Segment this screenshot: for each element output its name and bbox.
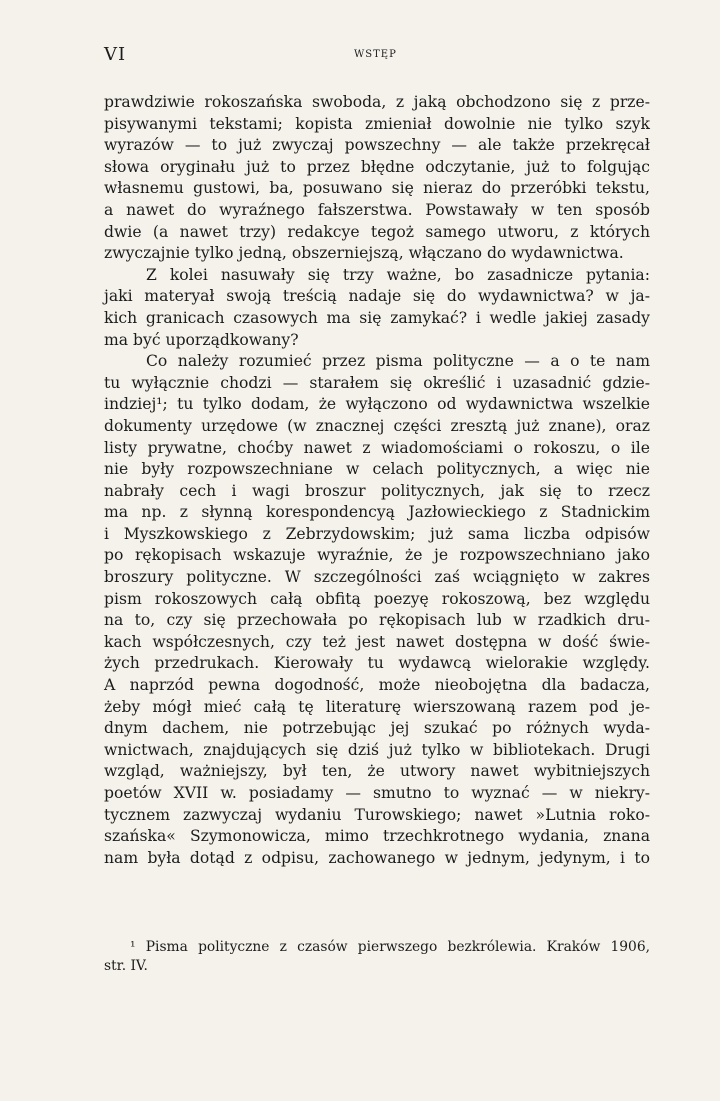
text-line: dokumenty urzędowe (w znacznej części zresztą już znane), oraz <box>104 416 650 435</box>
text-line: broszury polityczne. W szczególności zaś wciągnięto w zakres <box>104 568 650 587</box>
text-line: Z kolei nasuwały się trzy ważne, bo zasadnicze pytania: <box>146 265 650 284</box>
text-line: słowa oryginału już to przez błędne odczytanie, już to folgując <box>104 157 650 176</box>
text-line: własnemu gustowi, ba, posuwano się nieraz do przeróbki tekstu, <box>104 179 650 198</box>
text-line: jaki materyał swoją treścią nadaje się do wydawnictwa? w ja- <box>104 287 650 306</box>
text-line: dnym dachem, nie potrzebując jej szukać po różnych wyda- <box>104 719 650 738</box>
text-line: na to, czy się przechowała po rękopisach lub w rzadkich dru- <box>104 611 650 630</box>
page-header <box>104 44 650 68</box>
footnote-line: ¹ Pisma polityczne z czasów pierwszego bezkrólewia. Kraków 1906, <box>130 939 650 955</box>
text-line: pism rokoszowych całą obfitą poezyę rokoszową, bez względu <box>104 589 650 608</box>
text-line: prawdziwie rokoszańska swoboda, z jaką obchodzono się z prze- <box>104 93 650 111</box>
text-line: po rękopisach wskazuje wyraźnie, że je rozpowszechniano jako <box>104 546 650 565</box>
text-line: tycznem zazwyczaj wydaniu Turowskiego; nawet »Lutnia roko- <box>104 805 650 824</box>
text-line: dwie (a nawet trzy) redakcye tegoż samego utworu, z których <box>104 222 650 241</box>
text-line: Co należy rozumieć przez pisma polityczne — a o te nam <box>146 352 650 371</box>
text-line: i Myszkowskiego z Zebrzydowskim; już sama liczba odpisów <box>104 524 650 543</box>
page-number: VI <box>104 44 127 65</box>
text-line: wzgląd, ważniejszy, był ten, że utwory nawet wybitniejszych <box>104 762 650 781</box>
text-line: ma np. z słynną korespondencyą Jazłowieckiego z Stadnickim <box>104 503 650 522</box>
text-line: kach współczesnych, czy też jest nawet dostępna w dość świe- <box>104 632 650 651</box>
text-line: żeby mógł mieć całą tę literaturę wierszowaną razem pod je- <box>104 697 650 716</box>
footnote-line: str. IV. <box>104 958 148 974</box>
text-line: nabrały cech i wagi broszur politycznych, jak się to rzecz <box>104 481 650 500</box>
text-line: nam była dotąd z odpisu, zachowanego w jednym, jedynym, i to <box>104 848 650 867</box>
body-text <box>104 92 650 869</box>
text-line: pisywanymi tekstami; kopista zmieniał dowolnie nie tylko szyk <box>104 114 650 133</box>
text-line: A naprzód pewna dogodność, może nieobojętna dla badacza, <box>104 676 650 695</box>
text-line: poetów XVII w. posiadamy — smutno to wyznać — w niekry- <box>104 784 650 802</box>
running-head: WSTĘP <box>354 49 397 60</box>
text-line: tu wyłącznie chodzi — starałem się określić i uzasadnić gdzie- <box>104 373 650 392</box>
text-line: nie były rozpowszechniane w celach politycznych, a więc nie <box>104 460 650 479</box>
text-line: kich granicach czasowych ma się zamykać? i wedle jakiej zasady <box>104 308 650 327</box>
text-line: żych przedrukach. Kierowały tu wydawcą wielorakie względy. <box>104 654 650 673</box>
text-line: indziej¹; tu tylko dodam, że wyłączono od wydawnictwa wszelkie <box>104 395 650 414</box>
text-line: szańska« Szymonowicza, mimo trzechkrotnego wydania, znana <box>104 827 650 846</box>
text-line: a nawet do wyraźnego fałszerstwa. Powstawały w ten sposób <box>104 200 650 219</box>
text-line: ma być uporządkowany? <box>104 330 299 349</box>
text-line: zwyczajnie tylko jedną, obszerniejszą, włączano do wydawnictwa. <box>104 244 624 263</box>
text-line: wnictwach, znajdujących się dziś już tylko w bibliotekach. Drugi <box>104 740 650 759</box>
text-line: wyrazów — to już zwyczaj powszechny — ale także przekręcał <box>104 136 650 155</box>
footnote <box>104 938 650 976</box>
text-line: listy prywatne, choćby nawet z wiadomościami o rokoszu, o ile <box>104 438 650 457</box>
